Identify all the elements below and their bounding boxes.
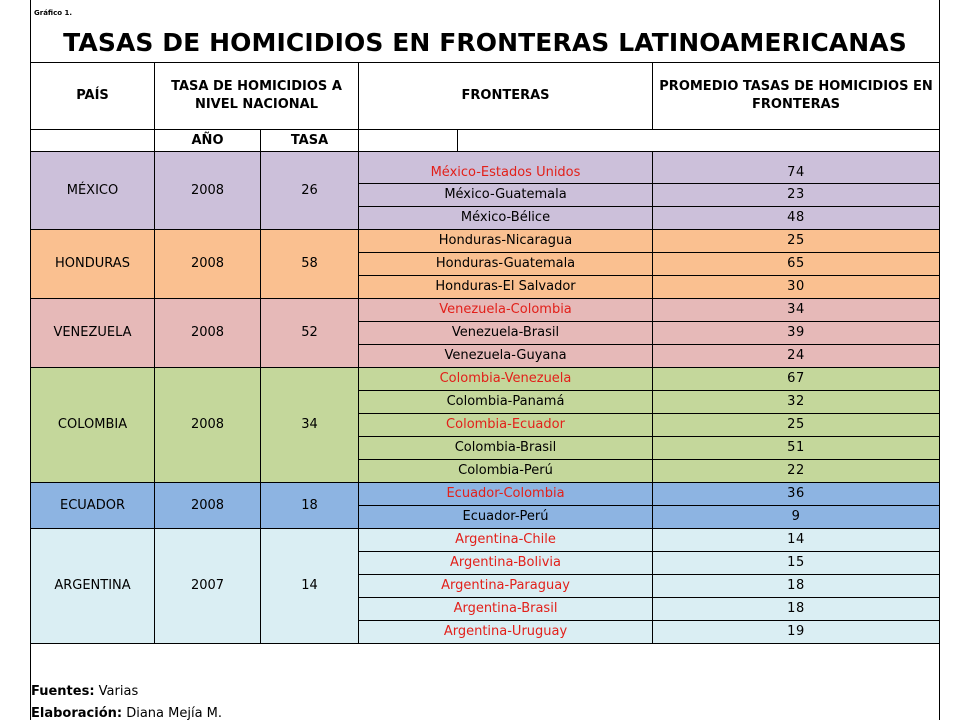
border-name: Colombia-Panamá bbox=[359, 391, 653, 414]
border-rate: 19 bbox=[653, 621, 940, 644]
table-row bbox=[31, 368, 940, 391]
table-row bbox=[31, 152, 940, 184]
page-title: TASAS DE HOMICIDIOS EN FRONTERAS LATINOAMERICANAS bbox=[63, 28, 907, 57]
border-rate: 14 bbox=[653, 529, 940, 552]
border-name: México-Guatemala bbox=[359, 184, 653, 207]
border-rate: 22 bbox=[653, 460, 940, 483]
border-rate: 9 bbox=[653, 506, 940, 529]
border-name: Honduras-El Salvador bbox=[359, 276, 653, 299]
header-fronteras: FRONTERAS bbox=[359, 63, 653, 130]
border-rate: 25 bbox=[653, 230, 940, 253]
country-year: 2008 bbox=[155, 230, 261, 299]
country-year: 2007 bbox=[155, 529, 261, 644]
border-rate: 51 bbox=[653, 437, 940, 460]
border-rate: 65 bbox=[653, 253, 940, 276]
border-name: Venezuela-Colombia bbox=[359, 299, 653, 322]
border-rate: 23 bbox=[653, 184, 940, 207]
header-row bbox=[31, 63, 940, 130]
border-name: Argentina-Uruguay bbox=[359, 621, 653, 644]
footer-sources bbox=[31, 684, 222, 706]
border-name: Colombia-Perú bbox=[359, 460, 653, 483]
border-rate: 34 bbox=[653, 299, 940, 322]
border-name: Colombia-Brasil bbox=[359, 437, 653, 460]
border-name: Venezuela-Brasil bbox=[359, 322, 653, 345]
border-name: México-Estados Unidos bbox=[359, 152, 653, 184]
homicide-rate-table bbox=[30, 62, 940, 644]
header-anio: AÑO bbox=[155, 130, 261, 152]
country-name: HONDURAS bbox=[31, 230, 155, 299]
footer bbox=[31, 684, 222, 728]
table-row bbox=[31, 230, 940, 253]
subheader-empty-fronteras bbox=[359, 130, 458, 152]
country-name: COLOMBIA bbox=[31, 368, 155, 483]
country-name: ECUADOR bbox=[31, 483, 155, 529]
border-name: México-Bélice bbox=[359, 207, 653, 230]
border-name: Ecuador-Perú bbox=[359, 506, 653, 529]
subheader-empty-pais bbox=[31, 130, 155, 152]
header-tasa-nacional: TASA DE HOMICIDIOS A NIVEL NACIONAL bbox=[155, 63, 359, 130]
country-rate: 26 bbox=[261, 152, 359, 230]
country-year: 2008 bbox=[155, 483, 261, 529]
border-rate: 24 bbox=[653, 345, 940, 368]
country-rate: 18 bbox=[261, 483, 359, 529]
border-rate: 67 bbox=[653, 368, 940, 391]
border-name: Argentina-Paraguay bbox=[359, 575, 653, 598]
header-promedio: PROMEDIO TASAS DE HOMICIDIOS EN FRONTERAS bbox=[653, 63, 940, 130]
country-year: 2008 bbox=[155, 299, 261, 368]
credits-label: Elaboración: bbox=[31, 706, 123, 721]
country-year: 2008 bbox=[155, 368, 261, 483]
country-rate: 34 bbox=[261, 368, 359, 483]
border-name: Ecuador-Colombia bbox=[359, 483, 653, 506]
border-name: Venezuela-Guyana bbox=[359, 345, 653, 368]
border-name: Colombia-Ecuador bbox=[359, 414, 653, 437]
country-rate: 58 bbox=[261, 230, 359, 299]
border-rate: 74 bbox=[653, 152, 940, 184]
credits-value: Diana Mejía M. bbox=[126, 706, 223, 721]
subheader-row bbox=[31, 130, 940, 152]
sources-value: Varias bbox=[98, 684, 139, 699]
table-body bbox=[31, 63, 940, 644]
border-rate: 39 bbox=[653, 322, 940, 345]
border-rate: 32 bbox=[653, 391, 940, 414]
border-rate: 25 bbox=[653, 414, 940, 437]
header-tasa: TASA bbox=[261, 130, 359, 152]
footer-credits bbox=[31, 706, 222, 728]
country-name: MÉXICO bbox=[31, 152, 155, 230]
header-pais: PAÍS bbox=[31, 63, 155, 130]
border-rate: 15 bbox=[653, 552, 940, 575]
border-rate: 48 bbox=[653, 207, 940, 230]
border-rate: 18 bbox=[653, 598, 940, 621]
border-rate: 30 bbox=[653, 276, 940, 299]
border-name: Honduras-Nicaragua bbox=[359, 230, 653, 253]
chart-caption: Gráfico 1. bbox=[34, 9, 73, 17]
country-rate: 14 bbox=[261, 529, 359, 644]
border-name: Argentina-Brasil bbox=[359, 598, 653, 621]
border-name: Colombia-Venezuela bbox=[359, 368, 653, 391]
border-name: Honduras-Guatemala bbox=[359, 253, 653, 276]
border-rate: 18 bbox=[653, 575, 940, 598]
country-rate: 52 bbox=[261, 299, 359, 368]
table-row bbox=[31, 529, 940, 552]
sources-label: Fuentes: bbox=[31, 684, 95, 699]
country-name: ARGENTINA bbox=[31, 529, 155, 644]
country-name: VENEZUELA bbox=[31, 299, 155, 368]
border-rate: 36 bbox=[653, 483, 940, 506]
country-year: 2008 bbox=[155, 152, 261, 230]
border-name: Argentina-Bolivia bbox=[359, 552, 653, 575]
table-row bbox=[31, 483, 940, 506]
subheader-empty-promedio bbox=[458, 130, 940, 152]
table-row bbox=[31, 299, 940, 322]
border-name: Argentina-Chile bbox=[359, 529, 653, 552]
